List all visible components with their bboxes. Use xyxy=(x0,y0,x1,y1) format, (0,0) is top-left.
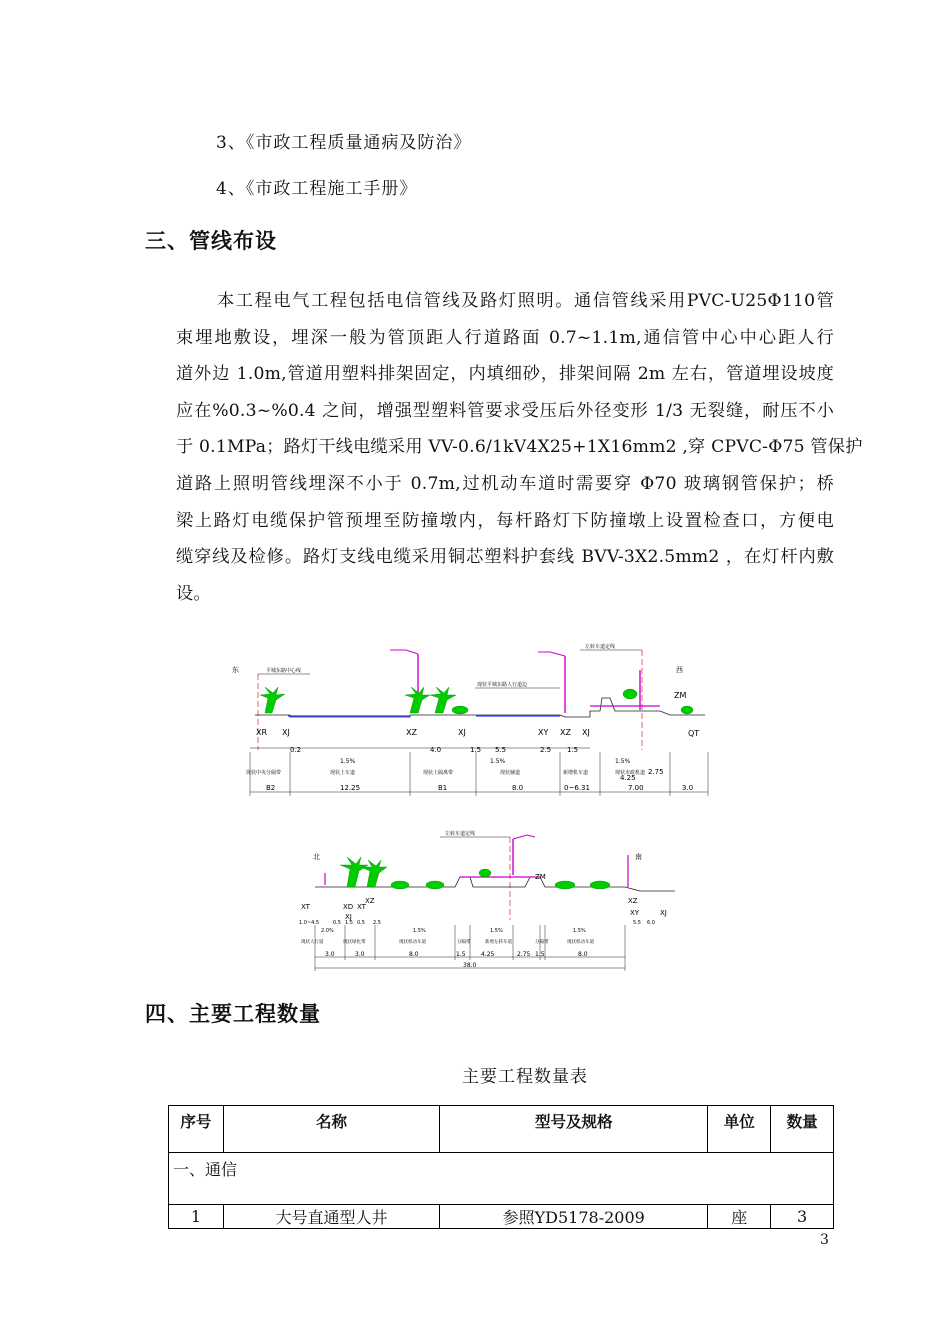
dim-bottom: 1.5 xyxy=(535,951,545,958)
direction-label-east: 东 xyxy=(232,666,239,674)
cell-quantity: 3 xyxy=(771,1205,834,1229)
cell-name: 大号直通型人井 xyxy=(223,1205,439,1229)
header-name: 名称 xyxy=(223,1106,439,1153)
facility-label-xt-2: XT xyxy=(357,903,366,911)
facility-label-xz: XZ xyxy=(406,728,417,737)
facility-label-xt: XT xyxy=(301,903,310,911)
paragraph-line: 束埋地敷设，埋深一般为管顶距人行道路面 0.7~1.1m,通信管中心中心距人行 xyxy=(176,327,834,348)
paragraph-line: 设。 xyxy=(176,583,211,604)
pipeline-paragraph xyxy=(176,283,863,612)
facility-label-xd: XD xyxy=(343,903,354,911)
dim-top: 1.5 xyxy=(567,746,579,754)
direction-label-north: 北 xyxy=(313,853,320,861)
header-unit: 单位 xyxy=(708,1106,771,1153)
direction-label-west: 西 xyxy=(676,666,683,674)
zone-label: 现状中央分隔带 xyxy=(246,770,282,776)
cell-spec: 参照YD5178-2009 xyxy=(440,1205,708,1229)
dim-top: 0.5 xyxy=(357,920,365,926)
dim-bottom: 1.5 xyxy=(456,951,466,958)
zone-label: 现状绿化带 xyxy=(343,940,366,945)
facility-label-zm: ZM xyxy=(535,873,546,881)
dim-bottom: 3.0 xyxy=(325,951,335,958)
dim-bottom: 12.25 xyxy=(340,784,361,792)
facility-label-xj-3: XJ xyxy=(582,728,590,737)
dim-top: 0.2 xyxy=(290,746,302,754)
dim-bottom: 4.25 xyxy=(481,951,495,958)
dim-bottom: 3.0 xyxy=(355,951,365,958)
table-row xyxy=(169,1205,834,1229)
direction-label-south: 南 xyxy=(635,853,642,861)
slope-label: 1.5% xyxy=(340,758,356,765)
cell-index: 1 xyxy=(169,1205,224,1229)
design-line-note-2: 左转车道定线 xyxy=(445,831,476,837)
facility-label-xj: XJ xyxy=(282,728,290,737)
facility-label-xz-2: XZ xyxy=(628,897,638,905)
dim-bottom: 0~6.31 xyxy=(564,784,590,792)
header-quantity: 数量 xyxy=(771,1106,834,1153)
paragraph-line: 缆穿线及检修。路灯支线电缆采用铜芯塑料护套线 BVV-3X2.5mm2 ，在灯杆内敷 xyxy=(176,547,834,568)
facility-label-xj-2: XJ xyxy=(660,909,667,917)
paragraph-line: 于 0.1MPa；路灯干线电缆采用 VV-0.6/1kV4X25+1X16mm2 ,穿 CPVC-Φ75 管保护 xyxy=(176,437,863,458)
paragraph-line: 道路上照明管线埋深不小于 0.7m,过机动车道时需要穿 Φ70 玻璃钢管保护；桥 xyxy=(176,473,834,494)
dim-bottom: 8.0 xyxy=(512,784,524,792)
dim-top: 1.5 xyxy=(470,746,482,754)
facility-label-xz: XZ xyxy=(365,897,375,905)
zone-label: 新增机车道 xyxy=(563,770,589,776)
header-spec: 型号及规格 xyxy=(440,1106,708,1153)
slope-label: 1.5% xyxy=(490,758,506,765)
cross-section-drawing-1 xyxy=(230,640,720,800)
dim-bottom: 8.0 xyxy=(409,951,419,958)
table-header-row xyxy=(169,1106,834,1153)
dim-top: 6.0 xyxy=(647,920,655,926)
slope-label: 1.5% xyxy=(573,928,586,934)
facility-label-qt: QT xyxy=(688,729,700,738)
section-heading-quantities: 四、主要工程数量 xyxy=(145,1002,321,1026)
table-section-row xyxy=(169,1153,834,1205)
cell-unit: 座 xyxy=(708,1205,771,1229)
zone-label: 现状上车道 xyxy=(330,770,356,776)
section-row-label: 一、通信 xyxy=(169,1153,834,1205)
facility-label-xy: XY xyxy=(630,909,640,917)
dim-top: 4.0 xyxy=(430,746,442,754)
reference-item-4: 4、《市政工程施工手册》 xyxy=(216,179,418,199)
slope-label: 1.5% xyxy=(490,928,503,934)
dim-top: 1.5 xyxy=(345,920,353,926)
zone-label: 现状上隔离带 xyxy=(423,770,454,776)
paragraph-line: 应在%0.3~%0.4 之间，增强型塑料管要求受压后外径变形 1/3 无裂缝，耐压不小 xyxy=(176,400,834,421)
dim-bottom: 3.0 xyxy=(682,784,694,792)
facility-label-xz-2: XZ xyxy=(560,728,571,737)
dim-bottom: 8.0 xyxy=(578,951,588,958)
section-heading-pipelines: 三、管线布设 xyxy=(145,229,277,253)
zone-label: 现状市政机道 xyxy=(615,770,646,776)
facility-label-xj-2: XJ xyxy=(458,728,466,737)
dim-extra: 2.75 xyxy=(648,768,664,776)
dim-top: 5.5 xyxy=(633,920,641,926)
facility-label-xr: XR xyxy=(256,728,268,737)
table-caption: 主要工程数量表 xyxy=(462,1067,588,1087)
dim-top: 5.5 xyxy=(495,746,507,754)
facility-label-xj: XJ xyxy=(345,913,352,921)
quantities-table xyxy=(168,1105,834,1229)
zone-label: 分隔带 xyxy=(457,940,471,945)
reference-item-3: 3、《市政工程质量通病及防治》 xyxy=(216,133,472,153)
paragraph-line: 本工程电气工程包括电信管线及路灯照明。通信管线采用PVC-U25Φ110管 xyxy=(217,291,834,311)
zone-label: 分隔带 xyxy=(535,940,549,945)
design-line-note: 左转车道定线 xyxy=(585,644,616,650)
page-number: 3 xyxy=(820,1232,829,1248)
dim-total: 38.0 xyxy=(463,962,477,969)
facility-label-zm: ZM xyxy=(674,691,687,700)
zone-label: 新增左转车道 xyxy=(485,940,512,945)
slope-label: 2.0% xyxy=(321,928,334,934)
zone-label: 现状辅道 xyxy=(500,770,521,776)
dim-bottom: B2 xyxy=(266,784,276,792)
zone-label: 现状机动车道 xyxy=(567,940,594,945)
paragraph-line: 梁上路灯电缆保护管预埋至防撞墩内，每杆路灯下防撞墩上设置检查口，方便电 xyxy=(176,510,834,531)
zone-label: 现状机动车道 xyxy=(399,940,426,945)
paragraph-line: 道外边 1.0m,管道用塑料排架固定，内填细砂，排架间隔 2m 左右，管道埋设坡度 xyxy=(176,364,834,385)
slope-label: 1.5% xyxy=(615,758,631,765)
dim-bottom: 2.75 xyxy=(517,951,531,958)
cross-section-drawing-2 xyxy=(295,825,685,975)
facility-label-xy: XY xyxy=(538,728,549,737)
header-index: 序号 xyxy=(169,1106,224,1153)
dim-bottom: B1 xyxy=(438,784,448,792)
slope-label: 1.5% xyxy=(413,928,426,934)
dim-bottom: 7.00 xyxy=(628,784,644,792)
dim-top: 2.5 xyxy=(540,746,552,754)
dim-top: 0.5 xyxy=(333,920,341,926)
dim-extra: 4.25 xyxy=(620,774,636,782)
dim-top: 2.5 xyxy=(373,920,381,926)
sidewalk-edge-note: 现状平城东路人行道边 xyxy=(477,682,528,688)
zone-label: 现状人行道 xyxy=(301,940,324,945)
dim-top: 1.0~4.5 xyxy=(299,920,320,926)
center-line-note: 平城东路中心线 xyxy=(266,668,302,674)
